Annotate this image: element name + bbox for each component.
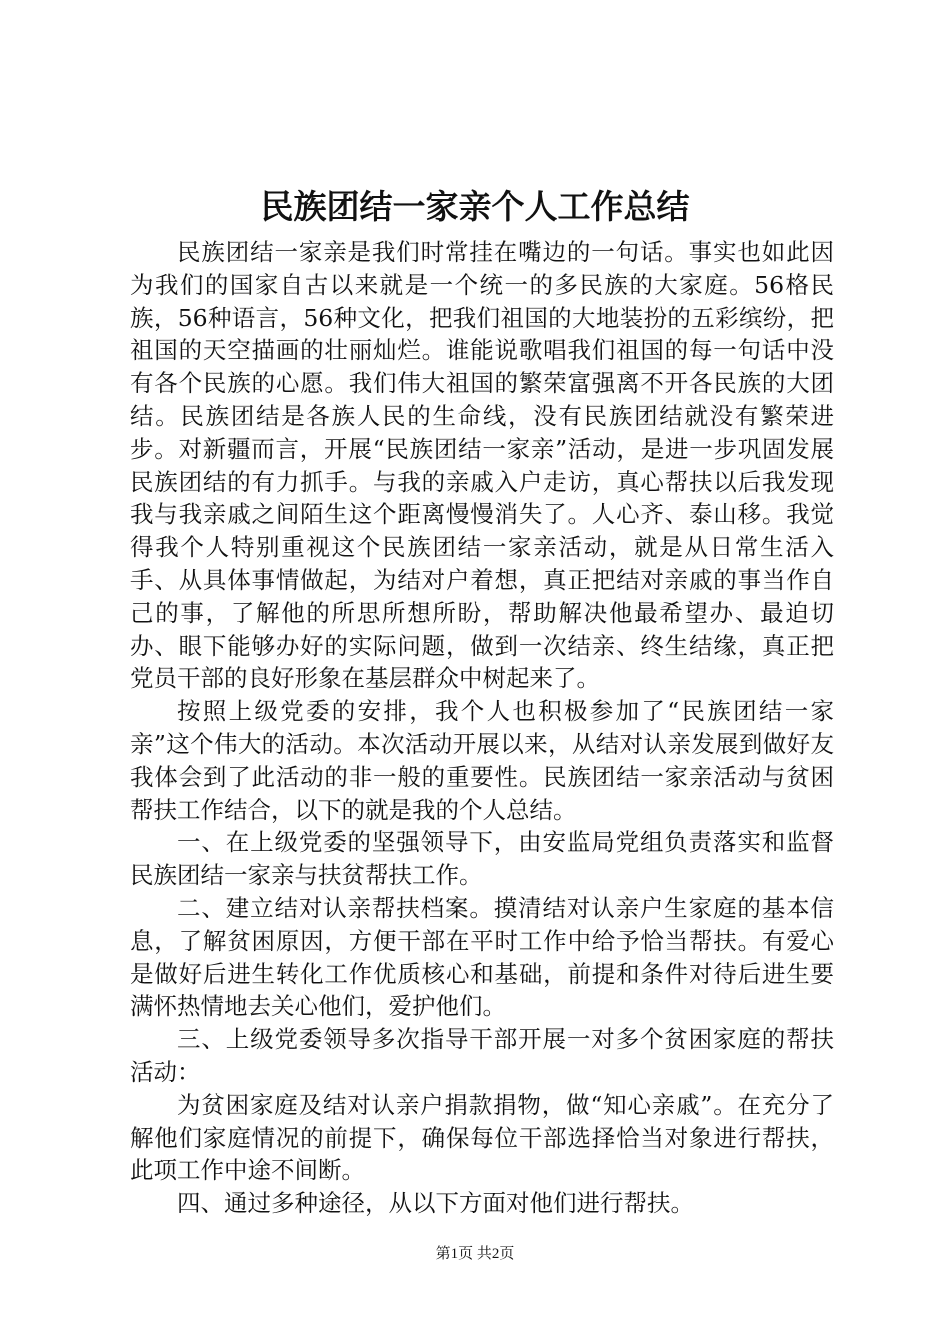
document-title: 民族团结一家亲个人工作总结 <box>260 187 690 226</box>
paragraph-4: 二、建立结对认亲帮扶档案。摸清结对认亲户生家庭的基本信息，了解贫困原因，方便干部在平时工作中给予恰当帮扶。有爱心是做好后进生转化工作优质核心和基础，前提和条件对待后进生要满怀热情地去关心他们，爱护他们。 <box>130 893 834 1021</box>
paragraph-7: 四、通过多种途径，从以下方面对他们进行帮扶。 <box>177 1189 694 1218</box>
paragraph-6: 为贫困家庭及结对认亲户捐款捐物，做“知心亲戚”。在充分了解他们家庭情况的前提下，确保每位干部选择恰当对象进行帮扶，此项工作中途不间断。 <box>130 1090 834 1185</box>
paragraph-3: 一、在上级党委的坚强领导下，由安监局党组负责落实和监督民族团结一家亲与扶贫帮扶工作。 <box>130 828 834 890</box>
paragraph-2: 按照上级党委的安排，我个人也积极参加了“民族团结一家亲”这个伟大的活动。本次活动开展以来，从结对认亲发展到做好友我体会到了此活动的非一般的重要性。民族团结一家亲活动与贫困帮扶工作结合，以下的就是我的个人总结。 <box>130 697 834 824</box>
paragraph-5: 三、上级党委领导多次指导干部开展一对多个贫困家庭的帮扶活动： <box>130 1025 834 1086</box>
document-body <box>130 236 834 1220</box>
page-footer: 第1页 共2页 <box>435 1246 515 1262</box>
paragraph-1: 民族团结一家亲是我们时常挂在嘴边的一句话。事实也如此因为我们的国家自古以来就是一个统一的多民族的大家庭。56格民族，56种语言，56种文化，把我们祖国的大地装扮的五彩缤纷，把祖国的天空描画的壮丽灿烂。谁能说歌唱我们祖国的每一句话中没有各个民族的心愿。我们伟大祖国的繁荣富强离不开各民族的大团结。民族团结是各族人民的生命线，没有民族团结就没有繁荣进步。对新疆而言，开展“民族团结一家亲”活动，是进一步巩固发展民族团结的有力抓手。与我的亲戚入户走访，真心帮扶以后我发现我与我亲戚之间陌生这个距离慢慢消失了。人心齐、泰山移。我觉得我个人特别重视这个民族团结一家亲活动，就是从日常生活入手、从具体事情做起，为结对户着想，真正把结对亲戚的事当作自己的事，了解他的所思所想所盼，帮助解决他最希望办、最迫切办、眼下能够办好的实际问题，做到一次结亲、终生结缘，真正把党员干部的良好形象在基层群众中树起来了。 <box>130 238 834 693</box>
